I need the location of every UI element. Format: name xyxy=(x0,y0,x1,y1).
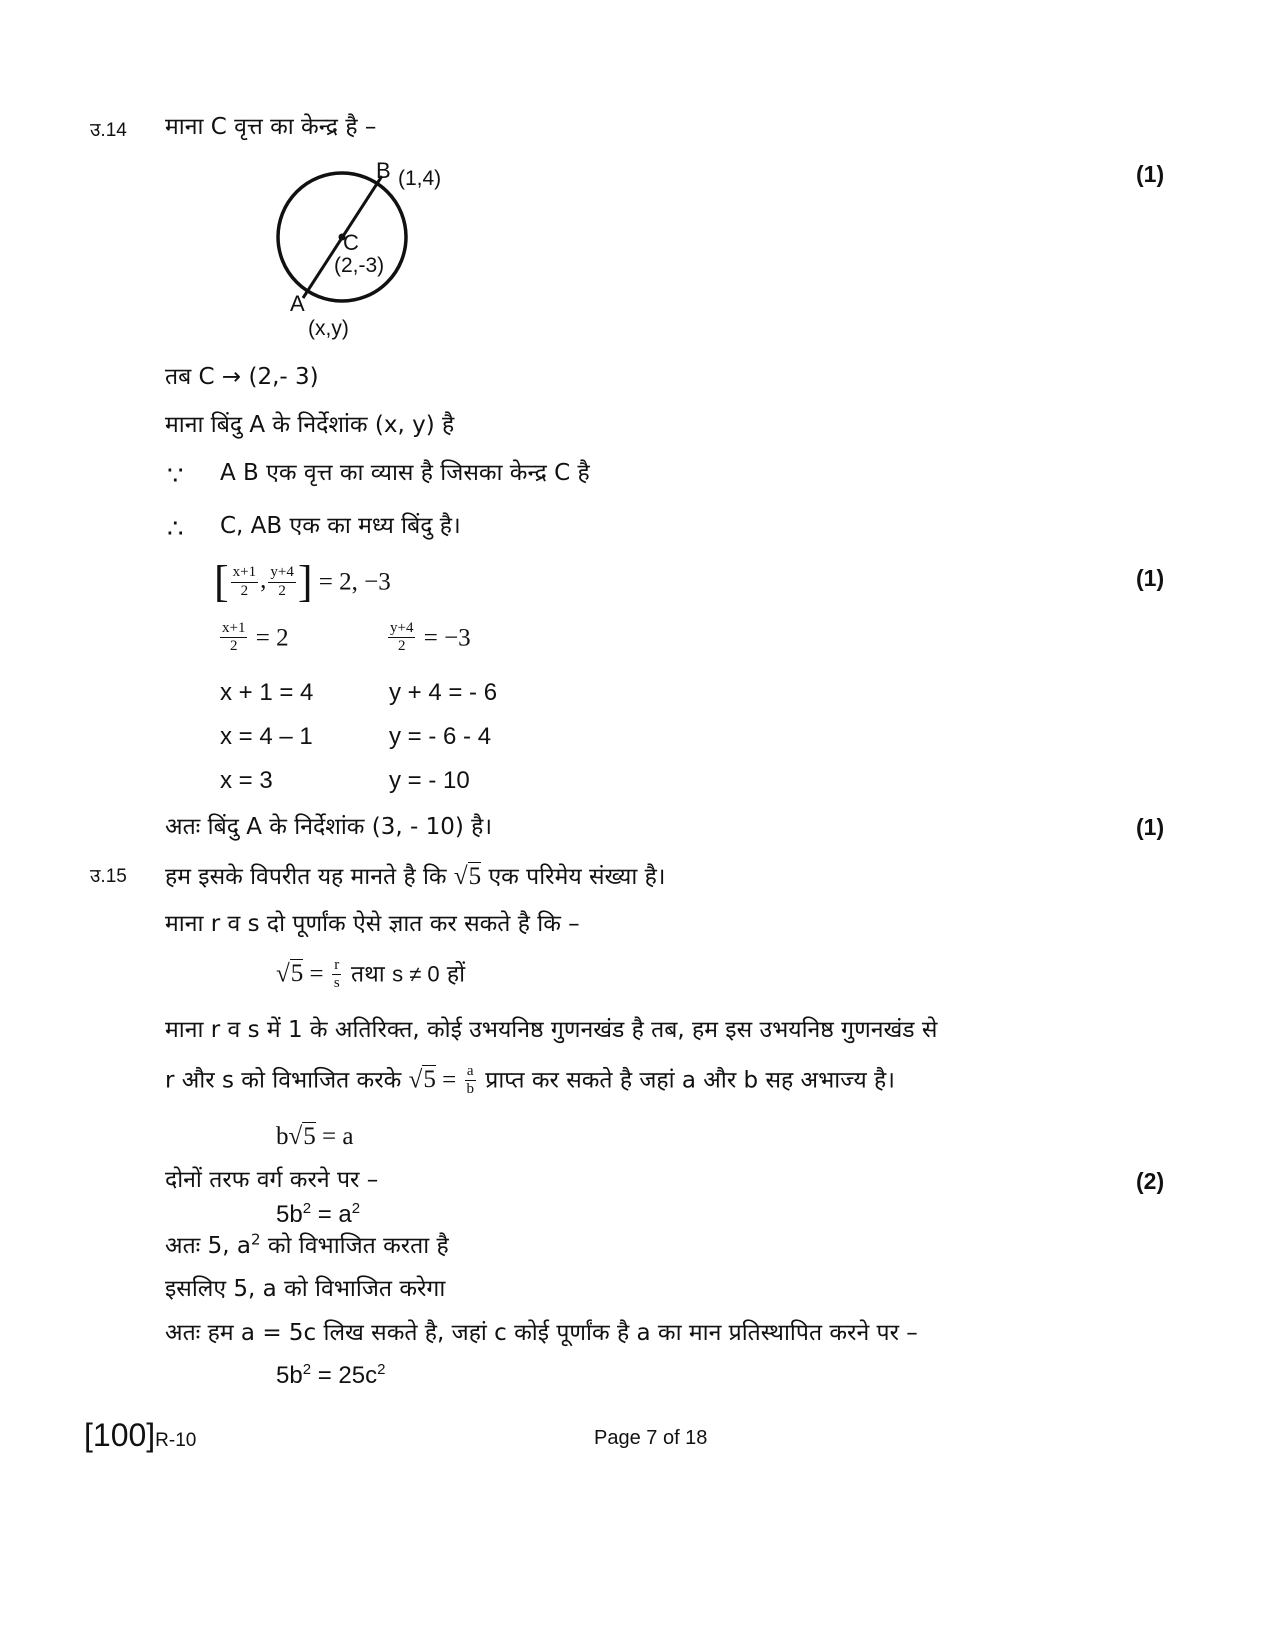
x-step-4: x = 3 xyxy=(220,767,273,794)
y-step-3: y = - 6 - 4 xyxy=(389,723,492,750)
coord-C: (2,-3) xyxy=(334,254,385,277)
q15-l3-post: हों xyxy=(439,961,466,988)
x-frac-num: x+1 xyxy=(220,620,247,638)
frac2-denominator: 2 xyxy=(278,582,286,599)
footer-code xyxy=(84,1419,196,1451)
coord-A: (x,y) xyxy=(308,317,349,340)
midpoint-equation: [ $\frac{x+1}{2}$ , $\frac{y+4}{2}$ ] = 2, −3 xyxy=(214,557,391,606)
q15-l12-a: 5b xyxy=(276,1362,303,1389)
q15-line-12 xyxy=(276,1361,386,1389)
q14-marks-3: (1) xyxy=(1136,814,1165,840)
midpoint-comma: , xyxy=(260,566,267,594)
q15-l8-sup2: 2 xyxy=(351,1200,361,1217)
x-frac-den: 2 xyxy=(229,638,238,655)
footer-code-big: [100] xyxy=(84,1417,156,1453)
q14-then-line: तब C → (2,- 3) xyxy=(165,364,319,390)
question-number-15: उ.15 xyxy=(90,866,127,887)
y-step-2: y + 4 = - 6 xyxy=(389,679,498,706)
q15-l8-sup1: 2 xyxy=(302,1200,312,1217)
q15-l9-a: अतः 5, a xyxy=(165,1233,251,1259)
q15-line-4: माना r व s में 1 के अतिरिक्त, कोई उभयनिष्ठ गुणनखंड है तब, हम इस उभयनिष्ठ गुणनखंड से xyxy=(165,1017,938,1043)
y-frac-rhs: = −3 xyxy=(423,624,471,652)
label-C: C xyxy=(343,230,359,255)
q15-line-6: b√5 = a xyxy=(276,1123,354,1150)
frac2-numerator: y+4 xyxy=(268,564,295,582)
because-symbol: ∵ xyxy=(167,460,184,490)
q14-marks-1: (1) xyxy=(1136,161,1165,187)
q14-therefore-text: C, AB एक का मध्य बिंदु है। xyxy=(220,513,461,539)
therefore-symbol: ∴ xyxy=(167,513,184,543)
q14-because-text: A B एक वृत्त का व्यास है जिसका केन्द्र C है xyxy=(220,460,590,486)
q15-l5-frac-den: b xyxy=(466,1081,474,1098)
q15-l8-a: 5b xyxy=(276,1201,303,1228)
frac1-denominator: 2 xyxy=(240,582,249,599)
midpoint-rhs: = 2, −3 xyxy=(318,568,391,596)
footer-code-small: R-10 xyxy=(155,1430,197,1451)
q15-l12-b: = 25c xyxy=(311,1362,378,1389)
q15-l3-frac-num: r xyxy=(332,957,341,975)
q15-l6-sqrt: 5 xyxy=(303,1123,316,1150)
q15-l12-sup2: 2 xyxy=(377,1361,386,1378)
q15-l5-pre: r और s को विभाजित करके xyxy=(165,1067,409,1094)
q15-l6-pre: b xyxy=(276,1123,289,1150)
q15-line-2: माना r व s दो पूर्णांक ऐसे ज्ञात कर सकते है कि – xyxy=(165,911,580,937)
footer-page-number: Page 7 of 18 xyxy=(594,1427,708,1449)
q15-l3-mid: तथा xyxy=(343,961,393,988)
q15-l1-post: एक परिमेय संख्या है। xyxy=(481,864,666,890)
q15-line-1: हम इसके विपरीत यह मानते है कि √5 एक परिमेय संख्या है। xyxy=(165,863,666,890)
q15-l5-sqrt: 5 xyxy=(423,1066,436,1094)
q15-l3-cond: s ≠ 0 xyxy=(392,961,440,987)
q15-line-9 xyxy=(165,1230,449,1259)
q15-l3-frac-den: s xyxy=(333,975,340,992)
circle-diagram xyxy=(260,150,480,350)
y-frac-den: 2 xyxy=(397,638,406,655)
q14-marks-2: (1) xyxy=(1136,565,1165,591)
q15-line-10: इसलिए 5, a को विभाजित करेगा xyxy=(165,1276,446,1302)
q15-l1-pre: हम इसके विपरीत यह मानते है कि xyxy=(165,864,454,890)
q15-l5-post: प्राप्त कर सकते है जहां a और b सह अभाज्य है। xyxy=(477,1067,895,1094)
q14-suppose-line: माना बिंदु A के निर्देशांक (x, y) है xyxy=(165,412,455,438)
q15-line-7: दोनों तरफ वर्ग करने पर – xyxy=(165,1167,379,1193)
coord-B: (1,4) xyxy=(398,167,442,190)
frac1-numerator: x+1 xyxy=(231,564,258,582)
question-number-14: उ.14 xyxy=(90,120,127,141)
x-fraction-equation xyxy=(218,620,289,656)
q14-conclusion: अतः बिंदु A के निर्देशांक (3, - 10) है। xyxy=(165,814,493,840)
q15-l1-sqrt: 5 xyxy=(468,863,482,890)
q15-l3-eq: = xyxy=(303,960,330,988)
x-frac-rhs: = 2 xyxy=(255,624,289,652)
x-step-2: x + 1 = 4 xyxy=(220,679,314,706)
q15-l9-b: को विभाजित करता है xyxy=(260,1233,449,1259)
q15-line-8 xyxy=(276,1200,361,1228)
y-step-4: y = - 10 xyxy=(389,767,470,794)
q14-intro: माना C वृत्त का केन्द्र है – xyxy=(165,114,377,140)
label-A: A xyxy=(290,291,305,316)
q15-marks: (2) xyxy=(1136,1168,1165,1194)
q15-l5-eq: = xyxy=(435,1066,463,1094)
q15-l9-sup: 2 xyxy=(251,1230,261,1249)
q15-l6-post: = a xyxy=(315,1123,354,1150)
y-frac-num: y+4 xyxy=(388,620,415,638)
q15-line-5: r और s को विभाजित करके √5 = $\frac{a}{b}$ प्राप्त कर सकते है जहां a और b सह अभाज्य है। xyxy=(165,1063,895,1098)
q15-l8-b: = a xyxy=(311,1201,352,1228)
q15-l12-sup1: 2 xyxy=(302,1361,312,1378)
q15-line-3: √5 = $\frac{r}{s}$ तथा s ≠ 0 हों xyxy=(276,957,466,992)
q15-l3-sqrt: 5 xyxy=(290,960,304,988)
label-B: B xyxy=(376,158,391,183)
y-fraction-equation xyxy=(386,620,471,656)
q15-line-11: अतः हम a = 5c लिख सकते है, जहां c कोई पूर्णांक है a का मान प्रतिस्थापित करने पर – xyxy=(165,1320,918,1346)
x-step-3: x = 4 – 1 xyxy=(220,723,313,750)
q15-l5-frac-num: a xyxy=(465,1063,476,1081)
